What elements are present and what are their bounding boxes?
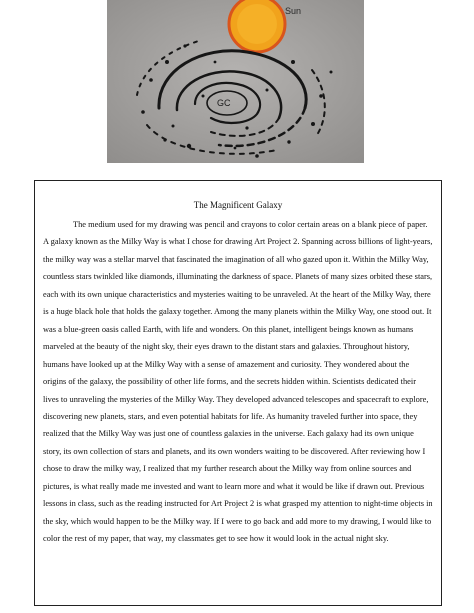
galaxy-drawing: [107, 0, 364, 163]
essay-page: [34, 180, 442, 606]
galaxy-drawing-photo: [107, 0, 364, 163]
essay-body: The medium used for my drawing was pencil and crayons to color certain areas on a blank piece of paper. A galaxy known as the Milky Way is what I chose for drawing Art Project 2. Spanning across billions of light-years, the milky way was a stellar marvel that fascinated the imagination of all who gazed upon it. Within the Milky Way, countless stars twinkled like diamonds, illuminating the darkness of space. Planets of many sizes orbited these stars, each with its own unique characteristics and mysteries waiting to be unraveled. At the heart of the Milky Way, there is a huge black hole that holds the galaxy together. Among the many planets within the Milky Way, one stood out. It was a blue-green oasis called Earth, with life and wonders. On this planet, intelligent beings known as humans marveled at the beauty of the night sky, their eyes drawn to the distant stars and galaxies. Throughout history, humans have looked up at the Milky Way with a sense of amazement and curiosity. They wondered about the origins of the galaxy, the possibility of other life forms, and the secrets hidden within. Scientists dedicated their lives to unraveling the mysteries of the Milky Way. They developed advanced telescopes and spacecraft to explore, discovering new planets, stars, and even potential habitats for life. As humanity traveled further into space, they realized that the Milky Way was just one of countless galaxies in the universe. Each galaxy had its own unique story, its own collection of stars and planets, and its own wonders waiting to be discovered. After reviewing how I chose to draw the milky way, I realized that my further research about the Milky way from online sources and pictures, is what really made me invested and want to learn more and what it would be like if drawn out. Previous lessons in class, such as the reading instructed for Art Project 2 is what grasped my attention to night-time objects in the sky, which would happen to be the Milky way. If I were to go back and add more to my drawing, I would like to color the rest of my paper, that way, my classmates get to see how it would look in the actual night sky.: [43, 220, 433, 544]
essay-title: The Magnificent Galaxy: [193, 200, 283, 210]
core-label: GC: [217, 98, 231, 108]
sun-label: Sun: [285, 6, 302, 16]
